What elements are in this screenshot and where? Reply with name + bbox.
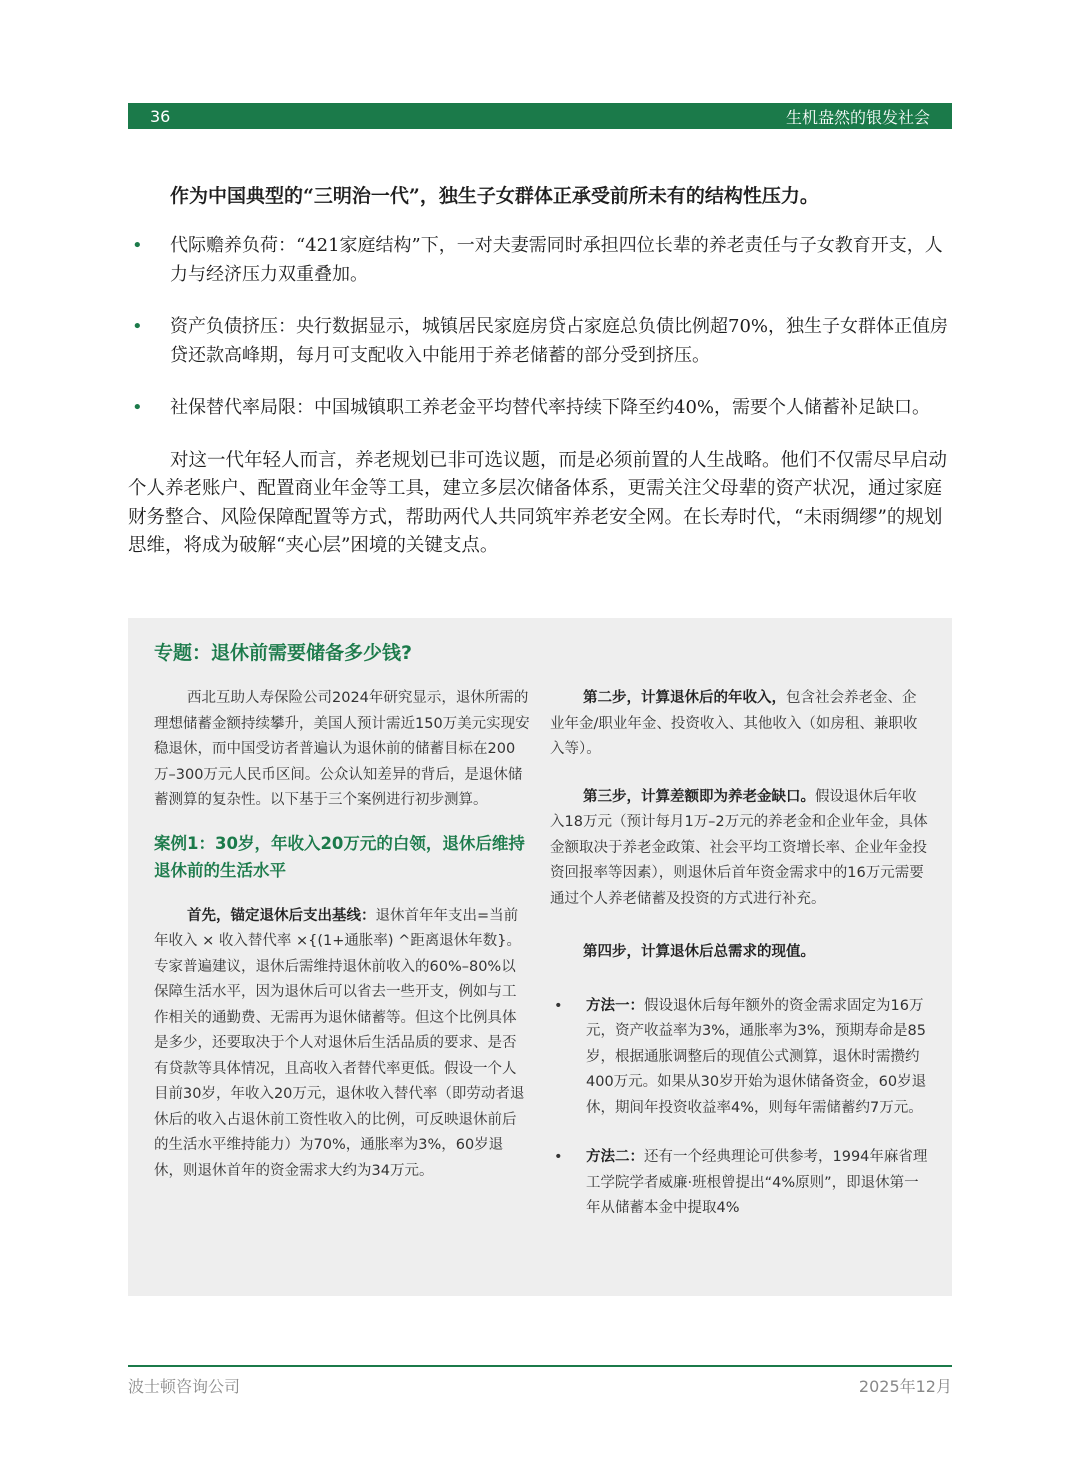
case1-title: 案例1：30岁，年收入20万元的白领，退休后维持退休前的生活水平: [154, 833, 525, 880]
method2-paragraph: [586, 1145, 928, 1222]
bullet-list: [128, 232, 952, 423]
page-number: 36: [150, 106, 171, 126]
step1-paragraph: [154, 904, 530, 1185]
step2-paragraph: [550, 686, 928, 763]
section-title: 生机盎然的银发社会: [785, 107, 930, 127]
step4-heading: 第四步，计算退休后总需求的现值。: [583, 944, 815, 960]
method1-text: 假设退休后每年额外的资金需求固定为16万元，资产收益率为3%，通胀率为3%，预期寿命是85岁，根据通胀调整后的现值公式测算，退休时需攒约400万元。如果从30岁开始为退休储备资金，60岁退休，期间年投资收益率4%，则每年需储蓄约7万元。: [586, 997, 927, 1116]
step2-heading: 第二步，计算退休后的年收入，: [583, 690, 786, 706]
right-column: [550, 686, 928, 1222]
bullet-text: 社保替代率局限：中国城镇职工养老金平均替代率持续下降至约40%，需要个人储蓄补足缺口。: [170, 397, 931, 418]
bullet-text: 资产负债挤压：央行数据显示，城镇居民家庭房贷占家庭总负债比例超70%，独生子女群体正值房贷还款高峰期，每月可支配收入中能用于养老储蓄的部分受到挤压。: [170, 316, 949, 366]
left-column: [154, 686, 530, 1184]
method2-text: 还有一个经典理论可供参考，1994年麻省理工学院学者威廉·班根曾提出“4%原则”，即退休第一年从储蓄本金中提取4%: [586, 1149, 928, 1216]
header-bar: [128, 103, 952, 129]
step3-text: 假设退休后年收入18万元（预计每月1万–2万元的养老金和企业年金，具体金额取决于养老金政策、社会平均工资增长率、企业年金投资回报率等因素），则退休后首年资金需求中的16万元需要通过个人养老储蓄及投资的方式进行补充。: [550, 788, 928, 907]
method2-item: [550, 1145, 928, 1222]
bullet-icon: •: [132, 235, 143, 256]
bullet-icon: •: [554, 997, 563, 1014]
bullet-icon: •: [132, 316, 143, 337]
step4-paragraph: [550, 940, 928, 966]
step1-heading: 首先，锚定退休后支出基线：: [187, 907, 376, 924]
bullet-icon: •: [132, 397, 143, 418]
step3-paragraph: [550, 785, 928, 913]
step2-text: 包含社会养老金、企业年金/职业年金、投资收入、其他收入（如房租、兼职收入等）。: [550, 690, 918, 757]
list-item: [128, 394, 952, 423]
lead-sentence: 作为中国典型的“三明治一代”，独生子女群体正承受前所未有的结构性压力。: [170, 185, 819, 207]
bullet-icon: •: [554, 1149, 563, 1165]
body-paragraph: 对这一代年轻人而言，养老规划已非可选议题，而是必须前置的人生战略。他们不仅需尽早启动个人养老账户、配置商业年金等工具，建立多层次储备体系，更需关注父母辈的资产状况，通过家庭财务整合、风险保障配置等方式，帮助两代人共同筑牢养老安全网。在长寿时代，“未雨绸缪”的规划思维，将成为破解“夹心层”困境的关键支点。: [128, 449, 948, 556]
footer-divider: [128, 1365, 952, 1367]
special-topic-box: [128, 618, 952, 1296]
method1-item: [550, 994, 928, 1122]
main-text: [128, 180, 952, 561]
list-item: [128, 313, 952, 370]
method1-heading: 方法一：: [586, 997, 644, 1014]
step1-text: 退休首年年支出=当前年收入 × 收入替代率 ×{(1+通胀率) ^距离退休年数}。专家普遍建议，退休后需维持退休前收入的60%–80%以保障生活水平，因为退休后可以省去一些开支，例如与工作相关的通勤费、无需再为退休储蓄等。但这个比例具体是多少，还要取决于个人对退休后生活品质的要求、是否有贷款等具体情况，且高收入者替代率更低。假设一个人目前30岁，年收入20万元，退休收入替代率（即劳动者退休后的收入占退休前工资性收入的比例，可反映退休前后的生活水平维持能力）为70%，通胀率为3%，60岁退休，则退休首年的资金需求大约为34万元。: [154, 907, 525, 1179]
method2-heading: 方法二：: [586, 1149, 644, 1165]
bullet-text: 代际赡养负荷：“421家庭结构”下，一对夫妻需同时承担四位长辈的养老责任与子女教育开支，人力与经济压力双重叠加。: [170, 235, 943, 285]
list-item: [128, 232, 952, 289]
footer-company: 波士顿咨询公司: [128, 1377, 241, 1396]
step3-heading: 第三步，计算差额即为养老金缺口。: [583, 788, 815, 805]
special-topic-title: 专题：退休前需要储备多少钱?: [154, 642, 413, 664]
footer-date: 2025年12月: [858, 1377, 952, 1396]
intro-paragraph: 西北互助人寿保险公司2024年研究显示，退休所需的理想储蓄金额持续攀升，美国人预计需近150万美元实现安稳退休，而中国受访者普遍认为退休前的储蓄目标在200万–300万元人民币区间。公众认知差异的背后，是退休储蓄测算的复杂性。以下基于三个案例进行初步测算。: [154, 690, 530, 808]
method1-paragraph: [586, 994, 928, 1122]
